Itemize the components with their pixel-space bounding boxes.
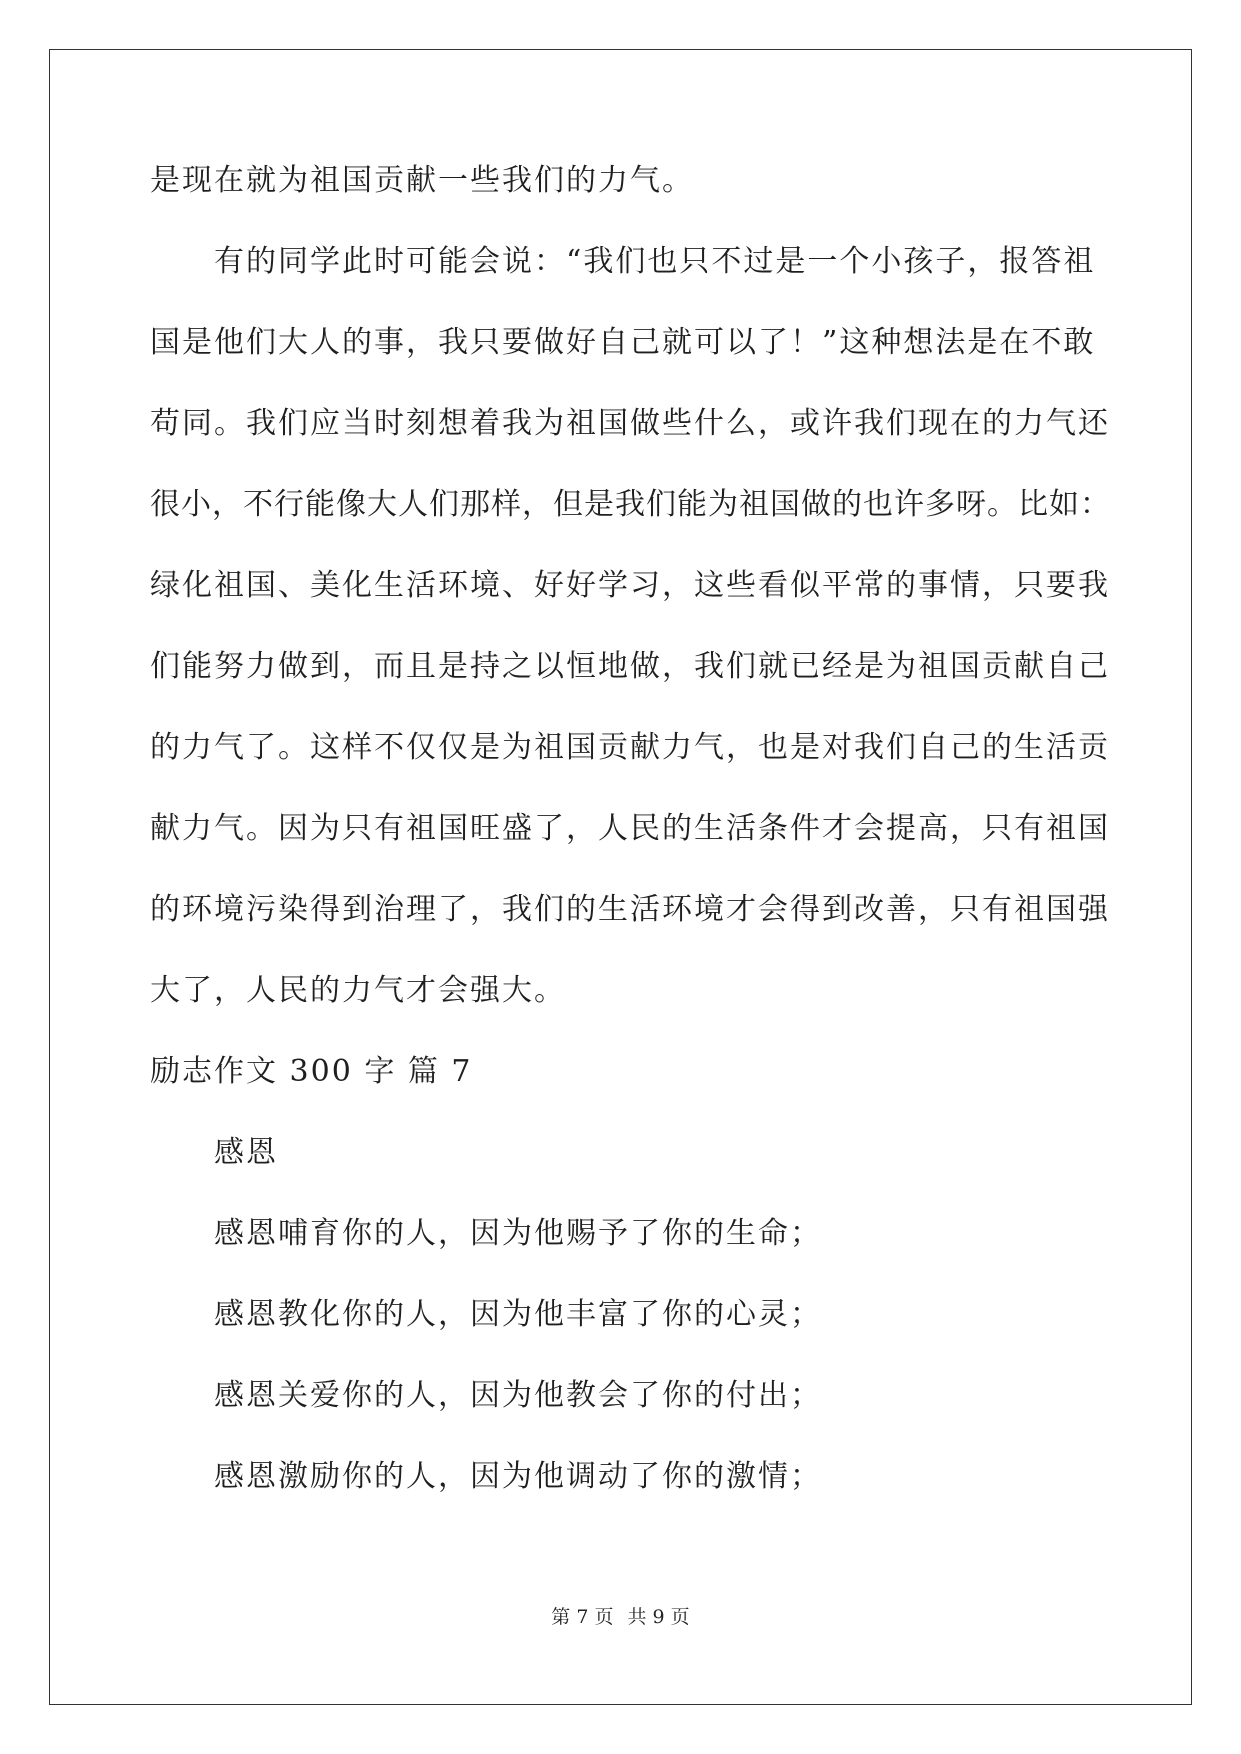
essay-title: 感恩	[214, 1135, 278, 1170]
paragraph-start: 有的同学此时可能会说：“我们也只不过是一个小孩子，报答祖	[214, 244, 1096, 279]
text-line: 大了，人民的力气才会强大。	[150, 973, 566, 1008]
text-line: 感恩哺育你的人，因为他赐予了你的生命；	[214, 1216, 822, 1251]
text-line: 献力气。因为只有祖国旺盛了，人民的生活条件才会提高，只有祖国	[150, 811, 1110, 846]
text-line: 感恩教化你的人，因为他丰富了你的心灵；	[214, 1297, 822, 1332]
page-total: 共 9 页	[627, 1606, 690, 1628]
text-line: 感恩激励你的人，因为他调动了你的激情；	[214, 1459, 822, 1494]
text-line: 国是他们大人的事，我只要做好自己就可以了！”这种想法是在不敢	[150, 325, 1096, 360]
section-heading: 励志作文 300 字 篇 7	[150, 1054, 473, 1089]
text-line: 苟同。我们应当时刻想着我为祖国做些什么，或许我们现在的力气还	[150, 406, 1110, 441]
text-line: 的环境污染得到治理了，我们的生活环境才会得到改善，只有祖国强	[150, 892, 1110, 927]
text-line: 感恩关爱你的人，因为他教会了你的付出；	[214, 1378, 822, 1413]
text-line: 绿化祖国、美化生活环境、好好学习，这些看似平常的事情，只要我	[150, 568, 1110, 603]
text-line: 的力气了。这样不仅仅是为祖国贡献力气，也是对我们自己的生活贡	[150, 730, 1110, 765]
text-line: 是现在就为祖国贡献一些我们的力气。	[150, 163, 694, 198]
page-footer	[0, 1602, 1241, 1629]
text-line: 很小，不行能像大人们那样，但是我们能为祖国做的也许多呀。比如：	[150, 487, 1111, 522]
document-body	[150, 160, 1110, 1537]
page-number: 第 7 页	[551, 1606, 614, 1628]
text-line: 们能努力做到，而且是持之以恒地做，我们就已经是为祖国贡献自己	[150, 649, 1110, 684]
